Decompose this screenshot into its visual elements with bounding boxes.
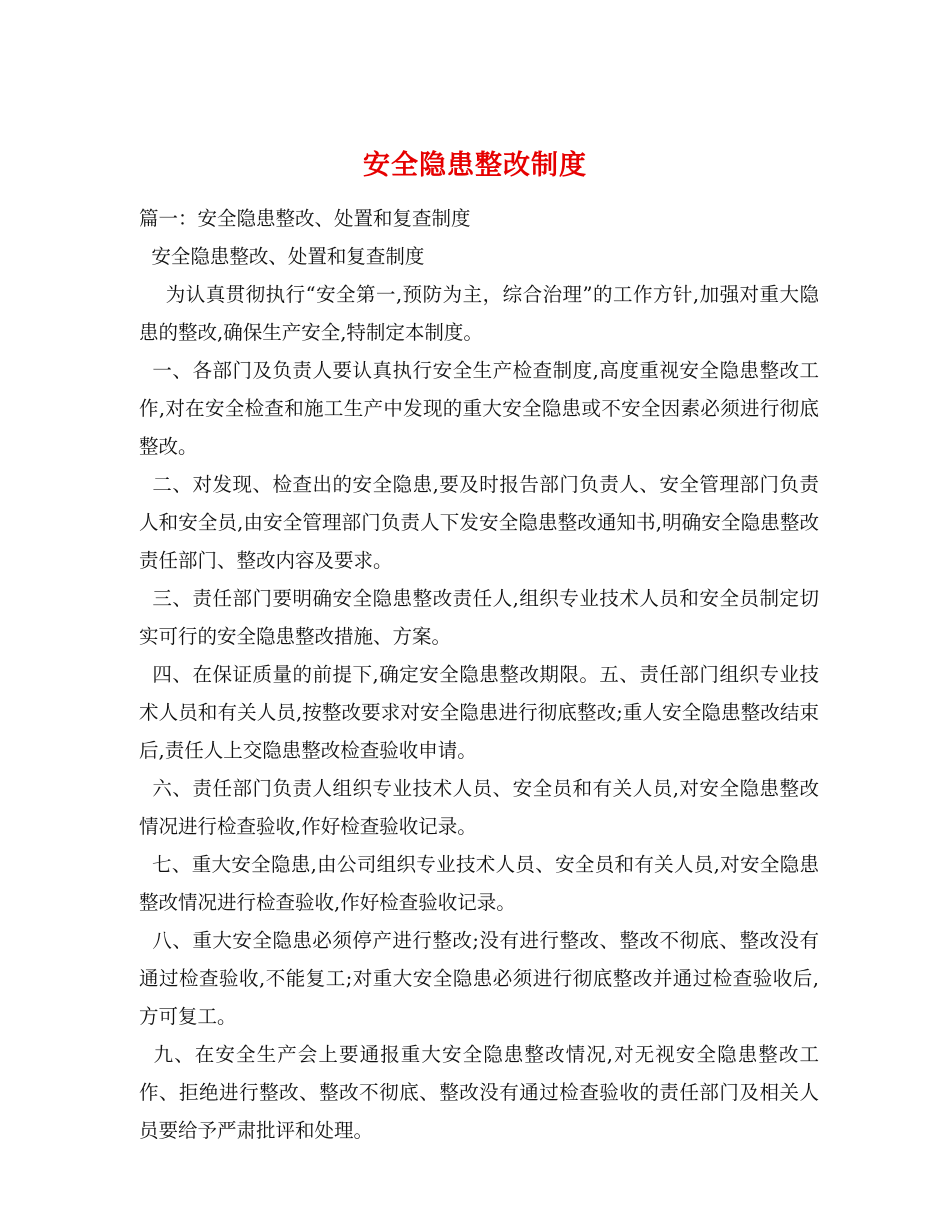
document-body: [139, 200, 819, 1150]
paragraph-item-2: 二、对发现、检查出的安全隐患,要及时报告部门负责人、安全管理部门负责人和安全员,由安全管理部门负责人下发安全隐患整改通知书,明确安全隐患整改责任部门、整改内容及要求。: [139, 473, 819, 572]
paragraph-item-9: 九、在安全生产会上要通报重大安全隐患整改情况,对无视安全隐患整改工作、拒绝进行整改、整改不彻底、整改没有通过检查验收的责任部门及相关人员要给予严肃批评和处理。: [139, 1043, 819, 1142]
paragraph-intro: 为认真贯彻执行“安全第一,预防为主，综合治理”的工作方针,加强对重大隐患的整改,确保生产安全,特制定本制度。: [139, 283, 819, 344]
document-title: 安全隐患整改制度: [363, 150, 587, 182]
paragraph-item-6: 六、责任部门负责人组织专业技术人员、安全员和有关人员,对安全隐患整改情况进行检查验收,作好检查验收记录。: [139, 777, 819, 838]
paragraph-item-1: 一、各部门及负责人要认真执行安全生产检查制度,高度重视安全隐患整改工作,对在安全检查和施工生产中发现的重大安全隐患或不安全因素必须进行彻底整改。: [139, 359, 819, 458]
section-heading: 篇一：安全隐患整改、处置和复查制度: [139, 207, 471, 230]
paragraph-item-7: 七、重大安全隐患,由公司组织专业技术人员、安全员和有关人员,对安全隐患整改情况进行检查验收,作好检查验收记录。: [139, 853, 819, 914]
paragraph-item-8: 八、重大安全隐患必须停产进行整改;没有进行整改、整改不彻底、整改没有通过检查验收,不能复工;对重大安全隐患必须进行彻底整改并通过检查验收后,方可复工。: [139, 929, 819, 1028]
subsection-heading: 安全隐患整改、处置和复查制度: [139, 245, 425, 268]
paragraph-item-4-5: 四、在保证质量的前提下,确定安全隐患整改期限。五、责任部门组织专业技术人员和有关人员,按整改要求对安全隐患进行彻底整改;重人安全隐患整改结束后,责任人上交隐患整改检查验收申请。: [139, 663, 819, 762]
paragraph-item-3: 三、责任部门要明确安全隐患整改责任人,组织专业技术人员和安全员制定切实可行的安全隐患整改措施、方案。: [139, 587, 819, 648]
